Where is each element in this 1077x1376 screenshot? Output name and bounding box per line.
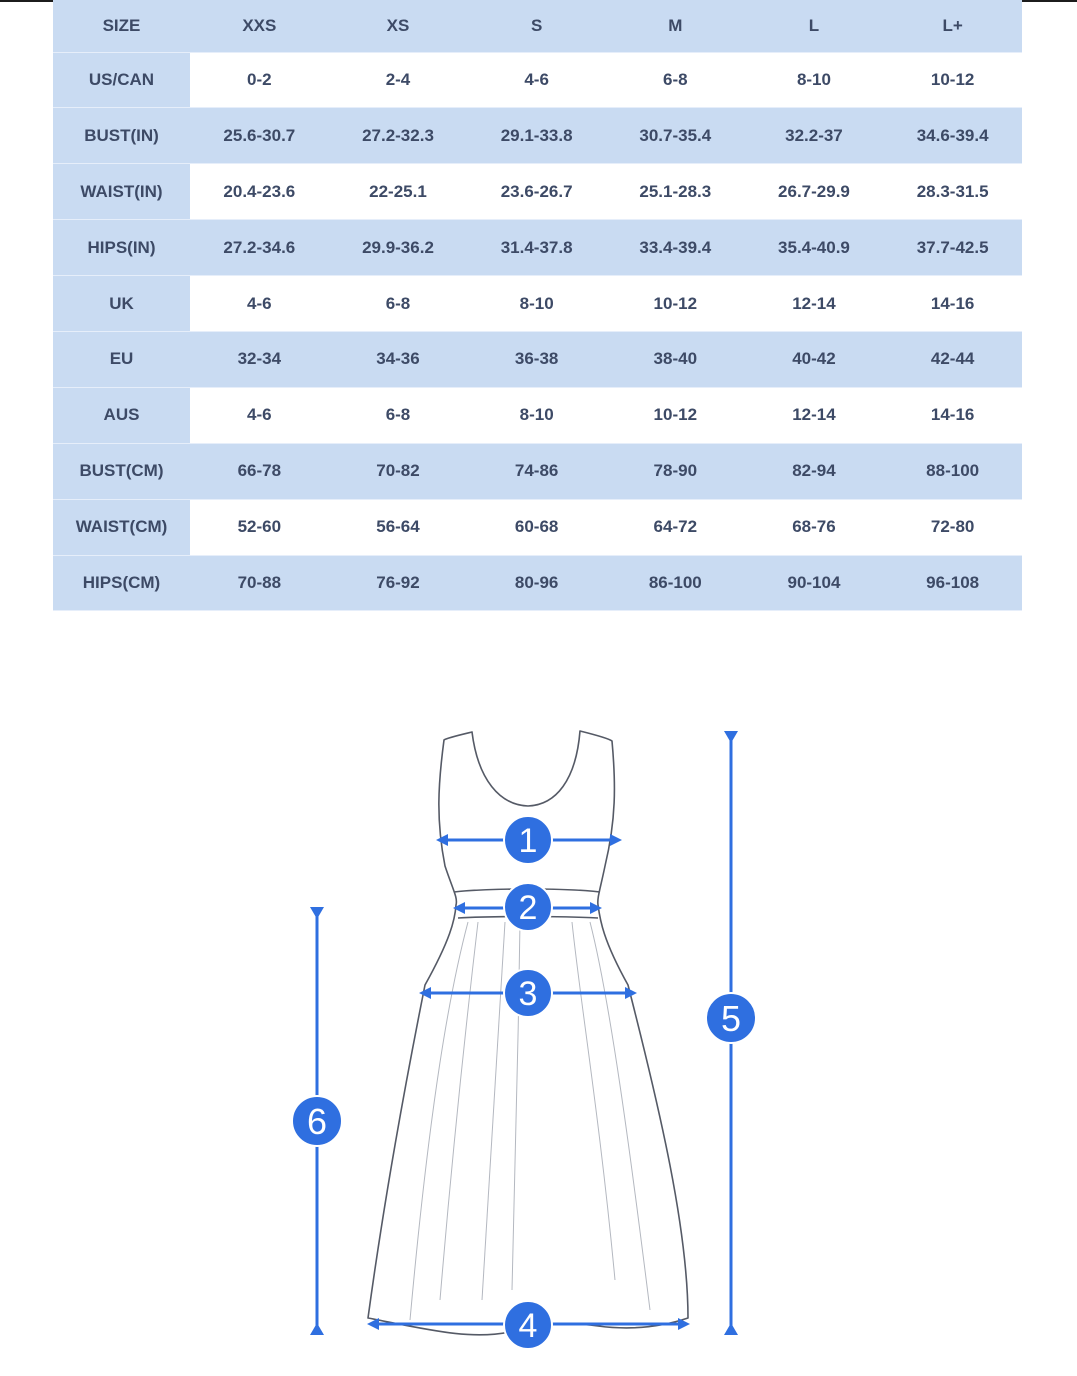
table-cell: 25.1-28.3	[606, 164, 745, 220]
table-row	[53, 499, 1022, 555]
table-cell: 82-94	[745, 443, 884, 499]
table-cell: 86-100	[606, 555, 745, 611]
table-header-row	[53, 0, 1022, 52]
dress-measurement-diagram	[0, 700, 1077, 1376]
table-cell: 29.9-36.2	[329, 220, 468, 276]
table-cell: 10-12	[606, 276, 745, 332]
table-cell: 90-104	[745, 555, 884, 611]
table-cell: 60-68	[467, 499, 606, 555]
table-cell: 34-36	[329, 331, 468, 387]
size-chart-table	[53, 0, 1022, 611]
table-cell: 2-4	[329, 52, 468, 108]
table-cell: 14-16	[883, 276, 1022, 332]
row-label: BUST(IN)	[53, 108, 190, 164]
table-cell: 32.2-37	[745, 108, 884, 164]
table-cell: 74-86	[467, 443, 606, 499]
table-cell: 33.4-39.4	[606, 220, 745, 276]
table-row	[53, 331, 1022, 387]
table-row	[53, 164, 1022, 220]
row-label: BUST(CM)	[53, 443, 190, 499]
table-row	[53, 52, 1022, 108]
table-cell: 26.7-29.9	[745, 164, 884, 220]
measurement-hips	[419, 969, 637, 1017]
header-cell-l-plus: L+	[883, 0, 1022, 52]
row-label: UK	[53, 276, 190, 332]
table-cell: 6-8	[329, 276, 468, 332]
table-cell: 4-6	[190, 276, 329, 332]
table-cell: 36-38	[467, 331, 606, 387]
header-cell-xs: XS	[329, 0, 468, 52]
table-cell: 66-78	[190, 443, 329, 499]
table-cell: 38-40	[606, 331, 745, 387]
table-cell: 31.4-37.8	[467, 220, 606, 276]
table-row	[53, 220, 1022, 276]
table-row	[53, 555, 1022, 611]
measurement-skirt-length	[292, 907, 342, 1335]
table-cell: 68-76	[745, 499, 884, 555]
table-cell: 10-12	[606, 387, 745, 443]
table-cell: 20.4-23.6	[190, 164, 329, 220]
marker-label-4: 4	[518, 1307, 538, 1345]
table-cell: 8-10	[467, 276, 606, 332]
header-cell-m: M	[606, 0, 745, 52]
table-cell: 34.6-39.4	[883, 108, 1022, 164]
header-cell-size: SIZE	[53, 0, 190, 52]
table-cell: 27.2-34.6	[190, 220, 329, 276]
table-cell: 4-6	[467, 52, 606, 108]
table-cell: 72-80	[883, 499, 1022, 555]
table-cell: 76-92	[329, 555, 468, 611]
table-cell: 8-10	[467, 387, 606, 443]
table-cell: 78-90	[606, 443, 745, 499]
table-cell: 96-108	[883, 555, 1022, 611]
table-cell: 30.7-35.4	[606, 108, 745, 164]
header-cell-s: S	[467, 0, 606, 52]
table-cell: 22-25.1	[329, 164, 468, 220]
table-cell: 27.2-32.3	[329, 108, 468, 164]
table-cell: 88-100	[883, 443, 1022, 499]
table-cell: 12-14	[745, 387, 884, 443]
table-cell: 40-42	[745, 331, 884, 387]
table-cell: 32-34	[190, 331, 329, 387]
row-label: WAIST(IN)	[53, 164, 190, 220]
table-cell: 14-16	[883, 387, 1022, 443]
table-cell: 4-6	[190, 387, 329, 443]
table-cell: 6-8	[329, 387, 468, 443]
table-cell: 25.6-30.7	[190, 108, 329, 164]
row-label: WAIST(CM)	[53, 499, 190, 555]
table-cell: 52-60	[190, 499, 329, 555]
measurement-bust	[436, 816, 622, 864]
table-row	[53, 108, 1022, 164]
table-cell: 70-88	[190, 555, 329, 611]
table-cell: 8-10	[745, 52, 884, 108]
table-cell: 80-96	[467, 555, 606, 611]
table-cell: 29.1-33.8	[467, 108, 606, 164]
marker-label-3: 3	[518, 975, 538, 1013]
table-cell: 37.7-42.5	[883, 220, 1022, 276]
table-cell: 0-2	[190, 52, 329, 108]
table-cell: 10-12	[883, 52, 1022, 108]
row-label: HIPS(IN)	[53, 220, 190, 276]
measurement-full-length	[706, 731, 756, 1335]
row-label: AUS	[53, 387, 190, 443]
marker-label-5: 5	[720, 998, 742, 1039]
marker-label-1: 1	[518, 822, 538, 860]
marker-label-2: 2	[518, 889, 538, 927]
row-label: HIPS(CM)	[53, 555, 190, 611]
table-cell: 64-72	[606, 499, 745, 555]
table-cell: 28.3-31.5	[883, 164, 1022, 220]
marker-label-6: 6	[306, 1101, 328, 1142]
table-cell: 42-44	[883, 331, 1022, 387]
measurement-hem	[367, 1301, 690, 1349]
table-cell: 56-64	[329, 499, 468, 555]
table-cell: 70-82	[329, 443, 468, 499]
table-cell: 12-14	[745, 276, 884, 332]
table-row	[53, 443, 1022, 499]
header-cell-l: L	[745, 0, 884, 52]
table-cell: 23.6-26.7	[467, 164, 606, 220]
row-label: EU	[53, 331, 190, 387]
row-label: US/CAN	[53, 52, 190, 108]
header-cell-xxs: XXS	[190, 0, 329, 52]
table-row	[53, 276, 1022, 332]
table-cell: 35.4-40.9	[745, 220, 884, 276]
table-row	[53, 387, 1022, 443]
table-cell: 6-8	[606, 52, 745, 108]
